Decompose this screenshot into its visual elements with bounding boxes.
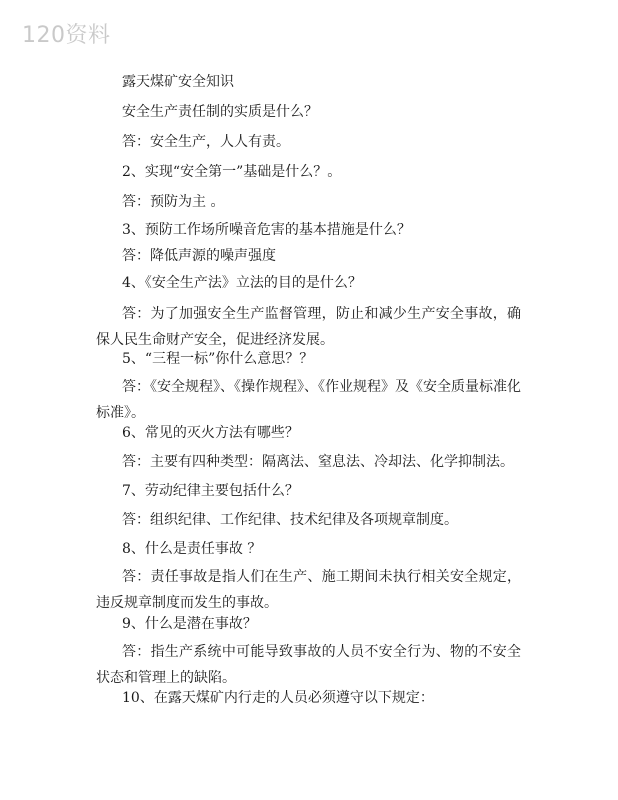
answer-8: 答：责任事故是指人们在生产、施工期间未执行相关安全规定，违反规章制度而发生的事故。 bbox=[96, 569, 521, 611]
question-4: 4、《安全生产法》立法的目的是什么？ bbox=[122, 275, 362, 291]
answer-7: 答：组织纪律、工作纪律、技术纪律及各项规章制度。 bbox=[122, 512, 458, 528]
answer-2: 答：预防为主 。 bbox=[122, 194, 225, 210]
answer-9: 答：指生产系统中可能导致事故的人员不安全行为、物的不安全状态和管理上的缺陷。 bbox=[96, 644, 521, 686]
answer-5: 答：《安全规程》、《操作规程》、《作业规程》及《安全质量标准化标准》。 bbox=[96, 379, 521, 421]
question-2: 2、实现“安全第一”基础是什么？。 bbox=[122, 164, 342, 180]
question-9: 9、什么是潜在事故？ bbox=[122, 616, 257, 632]
question-7: 7、劳动纪律主要包括什么？ bbox=[122, 483, 299, 499]
question-5: 5、“三程一标”你什么意思？？ bbox=[122, 351, 314, 367]
watermark-logo: 120资料 bbox=[22, 23, 111, 48]
answer-4: 答：为了加强安全生产监督管理，防止和减少生产安全事故，确保人民生命财产安全，促进经济发展。 bbox=[96, 306, 521, 348]
answer-1: 答：安全生产，人人有责。 bbox=[122, 134, 290, 150]
answer-6: 答：主要有四种类型：隔离法、窒息法、冷却法、化学抑制法。 bbox=[122, 454, 514, 470]
question-10: 10、在露天煤矿内行走的人员必须遵守以下规定： bbox=[122, 690, 434, 706]
question-3: 3、预防工作场所噪音危害的基本措施是什么？ bbox=[122, 222, 411, 238]
answer-3: 答：降低声源的噪声强度 bbox=[122, 248, 276, 264]
question-1: 安全生产责任制的实质是什么？ bbox=[122, 104, 318, 120]
question-8: 8、什么是责任事故 ？ bbox=[122, 541, 262, 557]
doc-title: 露天煤矿安全知识 bbox=[122, 74, 234, 90]
question-6: 6、常见的灭火方法有哪些？ bbox=[122, 425, 299, 441]
